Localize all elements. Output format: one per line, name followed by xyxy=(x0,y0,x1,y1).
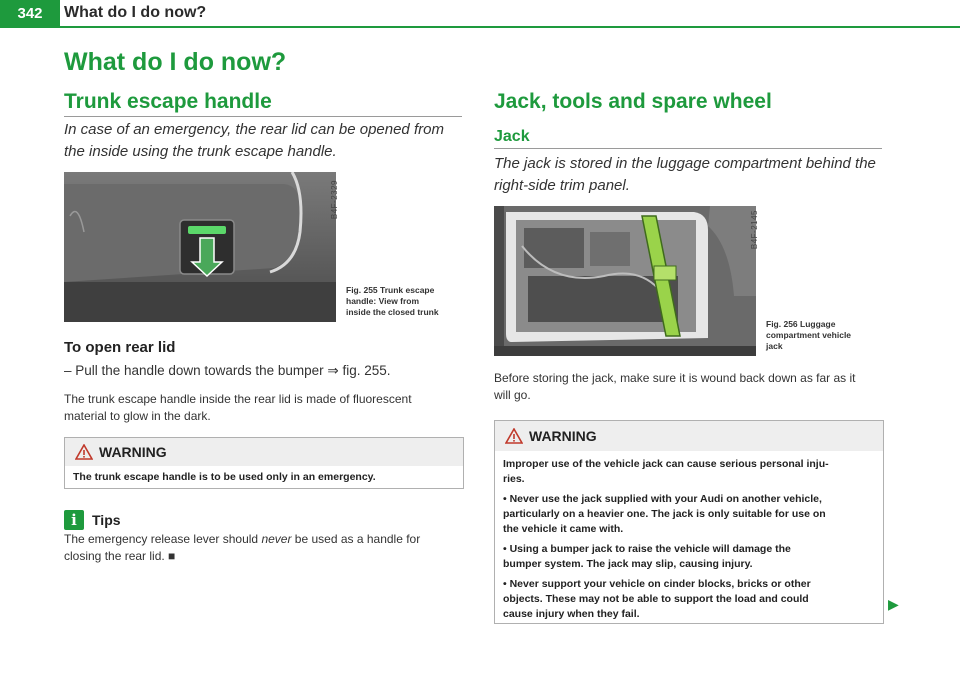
warning-bullet: • Never support your vehicle on cinder blocks, bricks or other xyxy=(503,578,811,590)
warning-line: Improper use of the vehicle jack can cause serious personal inju- xyxy=(503,458,829,470)
figure-caption xyxy=(346,285,439,318)
warning-line: ries. xyxy=(503,473,525,485)
tips-text xyxy=(64,531,464,565)
warning-box-left xyxy=(64,437,464,489)
figure-caption xyxy=(766,319,851,352)
tips-text-part: The emergency release lever should xyxy=(64,532,262,546)
trunk-escape-illustration xyxy=(64,172,336,322)
chapter-title: What do I do now? xyxy=(64,48,287,76)
warning-header xyxy=(495,421,883,451)
instruction-step: – Pull the handle down towards the bumper ⇒ fig. 255. xyxy=(64,363,391,378)
body-line: will go. xyxy=(494,388,531,402)
warning-title: WARNING xyxy=(99,444,167,460)
figure-code: B4F-2145 xyxy=(750,210,759,250)
tips-line: closing the rear lid. ■ xyxy=(64,549,176,563)
warning-line: cause injury when they fail. xyxy=(503,608,640,620)
body-line: Before storing the jack, make sure it is wound back down as far as it xyxy=(494,371,856,385)
body-paragraph xyxy=(64,391,412,425)
figure-code: B4F-2329 xyxy=(330,180,339,220)
subsection-lead: The jack is stored in the luggage compartment behind the right-side trim panel. xyxy=(494,155,876,194)
warning-text xyxy=(495,451,883,626)
section-rule xyxy=(64,116,462,117)
tips-line xyxy=(64,531,464,548)
warning-line: the vehicle it came with. xyxy=(503,523,624,535)
figure-caption-line: Fig. 255 Trunk escape xyxy=(346,285,435,295)
figure-caption-line: Fig. 256 Luggage xyxy=(766,319,836,329)
section-heading-trunk-escape: Trunk escape handle xyxy=(64,90,272,113)
subsection-heading-jack: Jack xyxy=(494,128,530,145)
body-line: The trunk escape handle inside the rear lid is made of fluorescent xyxy=(64,392,412,406)
warning-text: The trunk escape handle is to be used only in an emergency. xyxy=(73,471,376,483)
info-icon: i xyxy=(64,510,84,530)
warning-line: objects. These may not be able to support the load and could xyxy=(503,593,809,605)
tips-emphasis: never xyxy=(261,532,292,546)
section-lead: In case of an emergency, the rear lid can be opened from the inside using the trunk escape handle. xyxy=(64,121,444,160)
warning-title: WARNING xyxy=(529,428,597,444)
figure-caption-line: inside the closed trunk xyxy=(346,307,439,317)
luggage-jack-illustration xyxy=(494,206,756,356)
running-head: What do I do now? xyxy=(64,4,207,21)
body-line: material to glow in the dark. xyxy=(64,409,211,423)
subheading-open-rear-lid: To open rear lid xyxy=(64,339,176,356)
tips-text-part: be used as a handle for xyxy=(291,532,421,546)
warning-header xyxy=(65,438,463,466)
warning-triangle-icon xyxy=(505,428,523,444)
warning-bullet: • Never use the jack supplied with your Audi on another vehicle, xyxy=(503,493,822,505)
tips-title: Tips xyxy=(92,512,121,528)
subsection-rule xyxy=(494,148,882,149)
warning-triangle-icon xyxy=(75,444,93,460)
figure-caption-line: handle: View from xyxy=(346,296,420,306)
header-rule xyxy=(0,26,960,28)
trunk-escape-figure xyxy=(64,172,336,322)
warning-line: particularly on a heavier one. The jack is only suitable for use on xyxy=(503,508,826,520)
tips-header xyxy=(64,510,121,530)
page-number: 342 xyxy=(0,0,60,26)
warning-box-right xyxy=(494,420,884,624)
body-paragraph xyxy=(494,370,886,404)
warning-line: bumper system. The jack may slip, causing injury. xyxy=(503,558,753,570)
continue-arrow-icon: ▶ xyxy=(888,596,899,612)
section-heading-jack-tools: Jack, tools and spare wheel xyxy=(494,90,772,113)
figure-caption-line: jack xyxy=(766,341,783,351)
jack-figure xyxy=(494,206,756,356)
warning-bullet: • Using a bumper jack to raise the vehicle will damage the xyxy=(503,543,791,555)
figure-caption-line: compartment vehicle xyxy=(766,330,852,340)
